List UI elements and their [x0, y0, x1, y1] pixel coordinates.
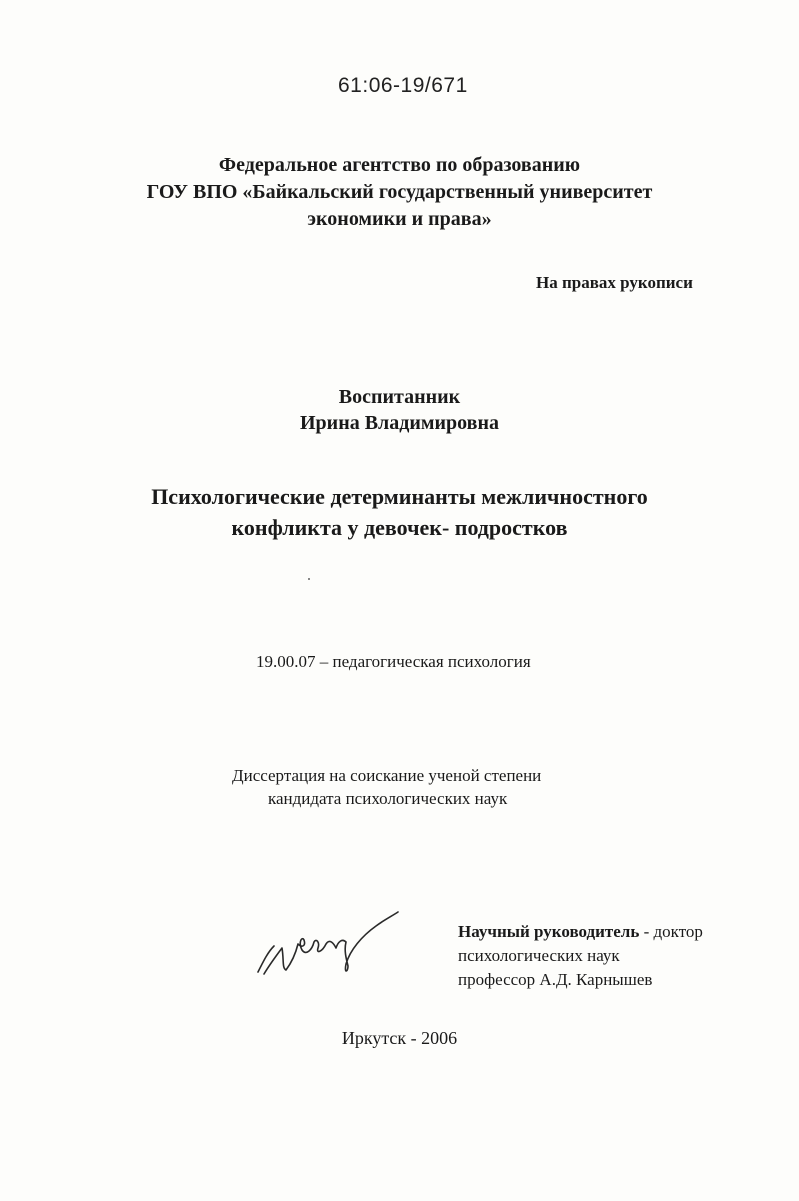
author-surname: Воспитанник [338, 386, 461, 408]
title-line-1: Психологические детерминанты межличностного [151, 484, 648, 509]
archive-code: 61:06-19/671 [338, 74, 468, 97]
supervisor-label: Научный руководитель [458, 922, 640, 941]
degree-line-2: кандидата психологических наук [268, 789, 508, 808]
supervisor-line-1 [458, 920, 703, 944]
supervisor-degree: - доктор [639, 922, 703, 941]
city-year: Иркутск - 2006 [341, 1028, 458, 1048]
handwritten-signature [252, 902, 402, 982]
supervisor-block [458, 920, 703, 992]
manuscript-note: На правах рукописи [536, 273, 693, 292]
dissertation-title [0, 481, 799, 543]
organization-block [0, 152, 799, 233]
organization-line-2: ГОУ ВПО «Байкальский государственный университет [146, 181, 653, 203]
author-given-names: Ирина Владимировна [299, 412, 500, 434]
supervisor-line-2: психологических наук [458, 946, 620, 965]
organization-line-3: экономики и права» [307, 208, 492, 230]
dissertation-degree [232, 764, 541, 810]
title-line-2: конфликта у девочек- подростков [231, 515, 568, 540]
specialty-code: 19.00.07 – педагогическая психология [256, 652, 531, 671]
degree-line-1: Диссертация на соискание ученой степени [232, 766, 542, 785]
organization-line-1: Федеральное агентство по образованию [218, 154, 581, 176]
supervisor-name: профессор А.Д. Карнышев [458, 970, 653, 989]
speck-mark [308, 578, 310, 580]
author-block [0, 384, 799, 436]
